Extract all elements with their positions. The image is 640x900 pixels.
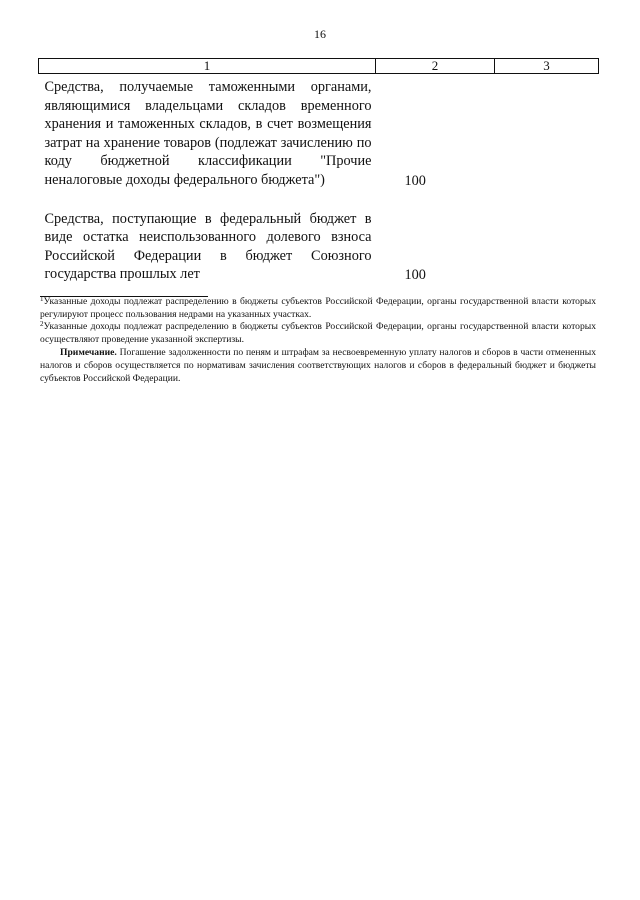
row-description	[39, 74, 376, 190]
table-row	[39, 190, 599, 284]
column-header-1: 1	[39, 59, 376, 74]
footnotes-section	[40, 296, 596, 385]
footnote	[40, 296, 596, 321]
note-text: Погашение задолженности по пеням и штрафам за несвоевременную уплату налогов и сборов в части отмененных налогов и сборов осуществляется по нормативам зачисления соответствующих налогов и сборов в федеральный бюджет и бюджеты субъектов Российской Федерации.	[40, 347, 596, 384]
footnote-mark: 2	[40, 320, 44, 329]
table-row	[39, 74, 599, 190]
row-value-cell	[376, 190, 495, 284]
row-empty-cell	[495, 190, 599, 284]
row-empty-cell	[495, 74, 599, 190]
footnote-text: Указанные доходы подлежат распределению в бюджеты субъектов Российской Федерации, органы государственной власти которых осуществляют проведение указанной экспертизы.	[40, 321, 596, 345]
row-value: 100	[404, 266, 426, 283]
column-header-2: 2	[376, 59, 495, 74]
footnote-mark: 1	[40, 295, 44, 303]
table-header-row	[39, 59, 599, 74]
row-description	[39, 190, 376, 284]
page-number: 16	[314, 27, 326, 41]
footnote	[40, 321, 596, 346]
revenue-table	[38, 58, 599, 284]
column-header-3: 3	[495, 59, 599, 74]
row-value: 100	[404, 172, 426, 189]
row-text: Средства, поступающие в федеральный бюджет в виде остатка неиспользованного долевого взноса Российской Федерации в бюджет Союзного государства прошлых лет	[44, 210, 372, 283]
row-text: Средства, получаемые таможенными органами, являющимися владельцами складов временного хранения и таможенных складов, в счет возмещения затрат на хранение товаров (подлежат зачислению по коду бюджетной классификации "Прочие неналоговые доходы федерального бюджета")	[44, 79, 372, 188]
note-paragraph	[40, 347, 596, 385]
note-label: Примечание.	[60, 347, 117, 359]
footnote-text: Указанные доходы подлежат распределению в бюджеты субъектов Российской Федерации, органы государственной власти которых регулируют процесс пользования недрами на указанных участках.	[40, 296, 596, 320]
row-value-cell	[376, 74, 495, 190]
